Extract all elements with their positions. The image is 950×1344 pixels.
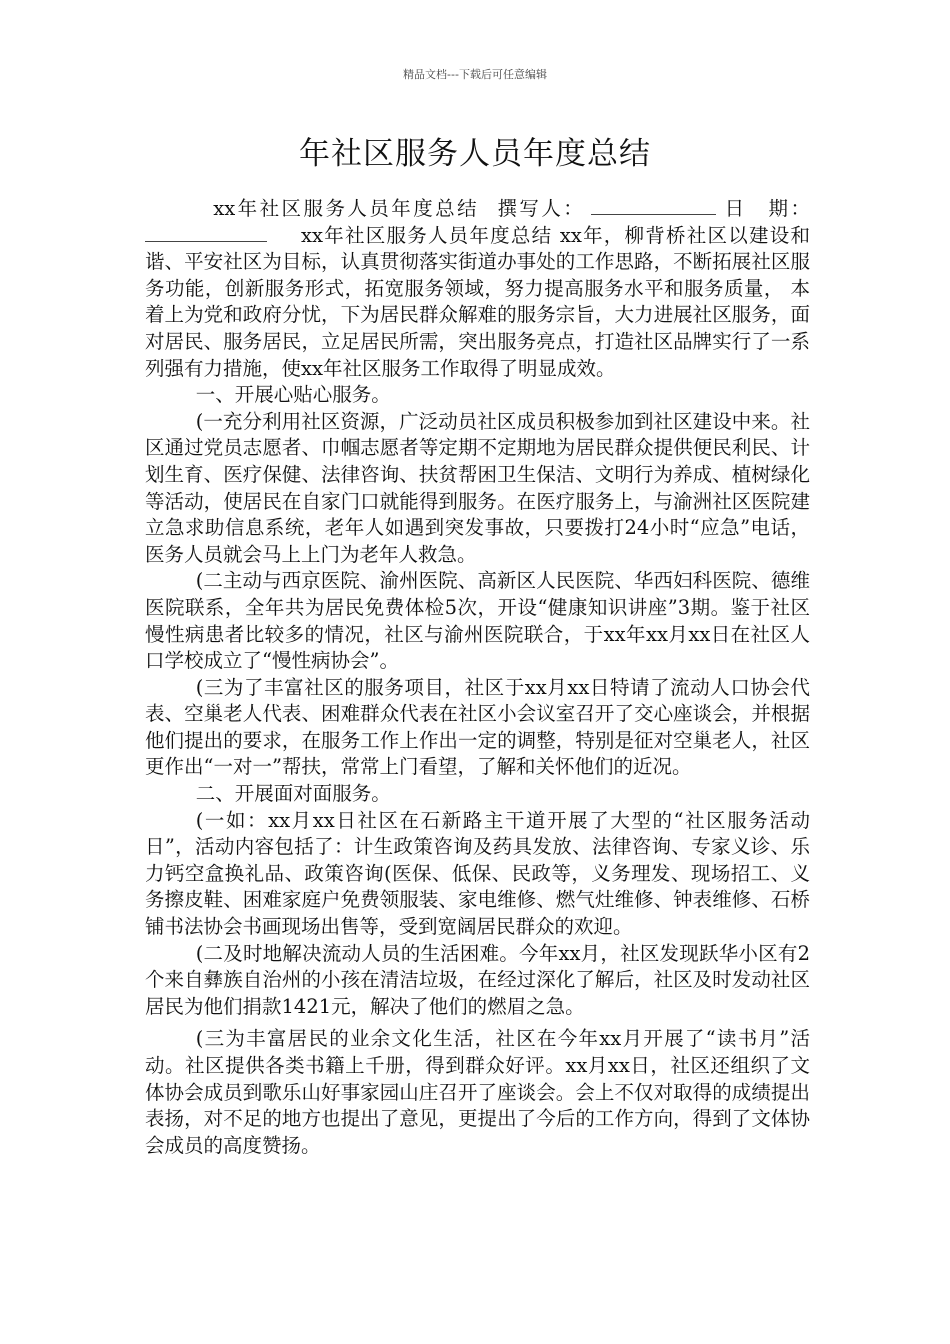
section2-paragraph-3: (三为丰富居民的业余文化生活，社区在今年xx月开展了“读书月”活动。社区提供各类书籍上千册，得到群众好评。xx月xx日，社区还组织了文体协会成员到歌乐山好事家园山庄召开了座谈会。会上不仅对取得的成绩提出表扬，对不足的地方也提出了意见，更提出了今后的工作方向，得到了文体协会成员的高度赞扬。 xyxy=(145,1027,810,1157)
author-blank-line xyxy=(591,196,716,215)
section-heading-1: 一、开展心贴心服务。 xyxy=(195,383,391,407)
section1-paragraph-3: (三为了丰富社区的服务项目，社区于xx月xx日特请了流动人口协会代表、空巢老人代表、困难群众代表在社区小会议室召开了交心座谈会，并根据他们提出的要求，在服务工作上作出一定的调整，特别是征对空巢老人，社区更作出“一对一”帮扶，常常上门看望，了解和关怀他们的近况。 xyxy=(145,675,810,779)
document-title: 年社区服务人员年度总结 xyxy=(299,136,651,172)
intro-paragraph xyxy=(145,196,810,382)
section1-paragraph-1: (一充分利用社区资源，广泛动员社区成员积极参加到社区建设中来。社区通过党员志愿者、巾帼志愿者等定期不定期地为居民群众提供便民利民、计划生育、医疗保健、法律咨询、扶贫帮困卫生保洁、文明行为养成、植树绿化等活动，使居民在自家门口就能得到服务。在医疗服务上，与渝洲社区医院建立急求助信息系统，老年人如遇到突发事故，只要拨打24小时“应急”电话，医务人员就会马上上门为老年人救急。 xyxy=(145,409,810,566)
section1-paragraph-2: (二主动与西京医院、渝州医院、高新区人民医院、华西妇科医院、德维医院联系，全年共为居民免费体检5次，开设“健康知识讲座”3期。鉴于社区慢性病患者比较多的情况，社区与渝州医院联合，于xx年xx月xx日在社区人口学校成立了“慢性病协会”。 xyxy=(145,569,810,673)
date-label: 日 期： xyxy=(722,197,810,220)
date-blank-line xyxy=(145,223,267,242)
section-heading-2: 二、开展面对面服务。 xyxy=(195,782,391,806)
document-body xyxy=(145,196,810,1159)
intro-heading-text: xx年社区服务人员年度总结 xyxy=(213,197,480,220)
intro-text: xx年社区服务人员年度总结 xx年，柳背桥社区以建设和谐、平安社区为目标，认真贯彻落实街道办事处的工作思路，不断拓展社区服务功能，创新服务形式，拓宽服务领域，努力提高服务水平和服务质量， 本着上为党和政府分忧，下为居民群众解难的服务宗旨，大力进展社区服务，面对居民、服务居民，立足居民所需，突出服务亮点，打造社区品牌实行了一系列强有力措施，使xx年社区服务工作取得了明显成效。 xyxy=(145,223,810,380)
section2-paragraph-1: (一如：xx月xx日社区在石新路主干道开展了大型的“社区服务活动日”，活动内容包括了：计生政策咨询及药具发放、法律咨询、专家义诊、乐力钙空盒换礼品、政策咨询(医保、低保、民政等，义务理发、现场招工、义务擦皮鞋、困难家庭户免费领服装、家电维修、燃气灶维修、钟表维修、石桥铺书法协会书画现场出售等，受到宽阔居民群众的欢迎。 xyxy=(145,808,810,939)
page-header-watermark: 精品文档---下载后可任意编辑 xyxy=(403,68,547,81)
author-label: 撰写人： xyxy=(495,197,586,220)
section2-paragraph-2: (二及时地解决流动人员的生活困难。今年xx月，社区发现跃华小区有2个来自彝族自治州的小孩在清洁垃圾，在经过深化了解后，社区及时发动社区居民为他们捐款1421元，解决了他们的燃眉之急。 xyxy=(145,941,810,1018)
